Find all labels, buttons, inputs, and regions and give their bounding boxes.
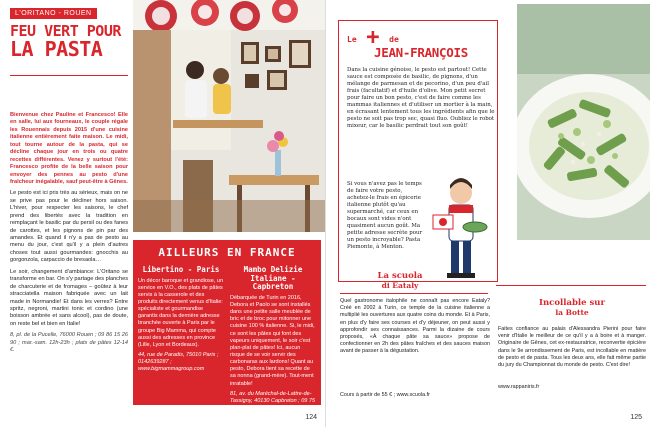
section-tag: L'ORITANO - ROUEN [10, 8, 97, 19]
chef-name: JEAN-FRANÇOIS [374, 45, 468, 60]
restaurant-illustration [133, 0, 325, 232]
mambo-title [230, 266, 316, 292]
headline-line1: FEU VERT POUR [10, 22, 121, 40]
divider [340, 293, 488, 294]
eataly-title-line1: La scuola [377, 271, 423, 281]
eataly-title-line2: di Eataly [381, 281, 419, 290]
box-title: AILLEURS EN FRANCE [158, 246, 296, 259]
paragraph: Le soir, changement d'ambiance: L'Oritano se transforme en bar. On s'y partage des planches de charcuterie et de fromages – goûtez à leur stracciatella maison fabriquée avec un lait made in Normandie! Et dans les verres? Entre spritz, negroni, martini tonic et cordino (une boisson ambrée et sans alcool), pas de doute, on reste bel et bien en Italie! [10, 268, 128, 327]
chef-text-1: Dans la cuisine génoise, le pesto est partout! Cette sauce est composée de basilic, de pignons, d'un mélange de parmesan et de pecorino, d'un peu d'ail frais (facultatif) et d'huile d'olive. Mon petit secret pour faire un bon pesto, c'est de faire comme les mammas italiennes et d'utiliser un mortier à la main, en écrasant lentement tous les ingrédients afin que le pesto ne soit pas trop sec, quasi fluo. Oubliez le robot mixeur, car le basilic perdrait tout son goût! [347, 67, 495, 130]
botte-title-line2: la Botte [555, 308, 589, 317]
mambo-address: 81, av. du Maréchal-de-Lattre-de-Tassigny, 40130 Capbreton ; 09 75 29 34 13. [230, 390, 316, 411]
chef-illustration [427, 171, 497, 281]
divider [10, 75, 128, 76]
page-number: 125 [630, 414, 642, 421]
paragraph: Le pesto est ici pris très au sérieux, mais on ne se prive pas pour le décliner hors saison. L'hiver, pour respecter les saisons, le chef prend des libertés avec la tradition en remplaçant le basilic par du persil ou des fanes de carottes, et les pignons de pin par des amandes. Et quand il n'y a pas de pesto au menu du jour, c'est qu'il y a plein d'autres choses tout aussi gourmandes: gnocchis au gorgonzola, carpaccio de bresaola… [10, 190, 128, 264]
chef-text-2: Si vous n'avez pas le temps de faire votre pesto, achetez-le frais en épicerie italienne plutôt qu'au supermarché, car ceux en bocaux sont vides n'ont quasiment aucun goût. Ma petite adresse secrète pour un pesto incroyable? Pasta Piemonte, à Menton. [347, 181, 423, 251]
headline-line2: LA PASTA [10, 37, 103, 61]
intro-paragraph: Bienvenue chez Pauline et Francesco! Elle en salle, lui aux fourneaux, le couple régale les Rouennais depuis 2015 d'une cuisine italienne entièrement faite maison. Le midi, tout tourne autour de la pasta, qui se décline chaque jour en trois ou quatre recettes différentes. Venez y surtout l'été: Francesco profite de la belle saison pour envoyer des pennes au pesto d'une fraîcheur inégalable, sauf peut-être à Gênes. [10, 112, 128, 185]
botte-text: Faites confiance au palais d'Alessandra Pierini pour faire venir d'Italie le meilleur de ce qu'il y a à boire et à manger. Originaire de Gênes, cet ex-restauratrice, reconvertie épicière dans le 9e arrondissement de Paris, est incollable en matière de pesto et de pasta. Tous les deux ans, elle fait même partie du jury du Championnat du monde de pesto. C'est dire! [498, 326, 646, 368]
botte-title-line1: Incollable sur [539, 298, 605, 308]
botte-info: www.rappaniris.fr [498, 384, 540, 390]
ailleurs-box [133, 240, 321, 411]
address-info: 8, pl. de la Pucelle, 76000 Rouen ; 09 86 15 26 90 ; mar.-sam. 12h-23h ; plats de pâtes 12-14 €. [10, 332, 128, 354]
heading-de: de [389, 35, 399, 44]
libertino-address: 44, rue de Paradis, 75010 Paris ; 0142639287 ; www.bigmammagroup.com [138, 352, 219, 373]
pasta-illustration [517, 4, 650, 240]
plus-icon: + [366, 25, 380, 50]
heading-le: Le [347, 35, 357, 44]
article-body [10, 112, 128, 359]
mambo-text: Débarquée de Turin en 2016, Debora et Paolo se sont installés dans une petite salle meublée de bric et de broc pour mitonner une cuisine 100 % italienne. Si, le midi, ce sont les pâtes qui font des vapeurs uniquement, le soir c'est plan-plat de pâtes! Ici, aucun risque de se voir servir des carbonaras aux lardons! Quant au pesto, Debora tient sa recette de sa nonna (grand-mère). Tout-ment inratable! [230, 294, 315, 387]
eataly-text: Quel gastronome italophile ne connaît pas encore Eataly? Créé en 2002 à Turin, ce temple de la cuisine italienne a multiplié les ouvertures aux quatre coins du monde. Et à Paris, en plus d'y faire ses courses et d'y déjeuner, on peut aussi y approfondir ses connaissances. Parmi la dizaine de cours proposés, «À chaque pâte sa sauce» propose de confectionner en 2h des pâtes fraîches et des sauces maison avant de passer à la dégustation. [340, 298, 490, 355]
libertino-title: Libertino - Paris [142, 265, 220, 274]
libertino-text: Un décor baroque et grandiose, un service en V.O., des plats de pâtes servis à la casserole et des produits directement venus d'Italie: spécialiste et gourmandise garantis dans la dernière adresse branchée ouverte à Paris par le groupe Big Mamma, qui compte aussi des adresses en province (Lille, Lyon et Bordeaux). [138, 277, 224, 348]
chef-tip-box [338, 20, 498, 282]
page-title [10, 24, 128, 59]
mambo-title-line2: Italiane - Capbreton [250, 273, 296, 292]
pasta-photo [517, 4, 650, 240]
mambo-column [230, 266, 316, 412]
botte-title [506, 298, 638, 317]
restaurant-photo [133, 0, 325, 232]
eataly-info: Cours à partir de 55 € ; www.scuola.fr [340, 392, 430, 398]
page-number: 124 [305, 414, 317, 421]
divider [496, 285, 646, 286]
mambo-title-line1: Mambo Delizie [243, 265, 303, 274]
eataly-title [340, 271, 460, 290]
right-page [325, 0, 650, 427]
libertino-column [138, 266, 224, 373]
